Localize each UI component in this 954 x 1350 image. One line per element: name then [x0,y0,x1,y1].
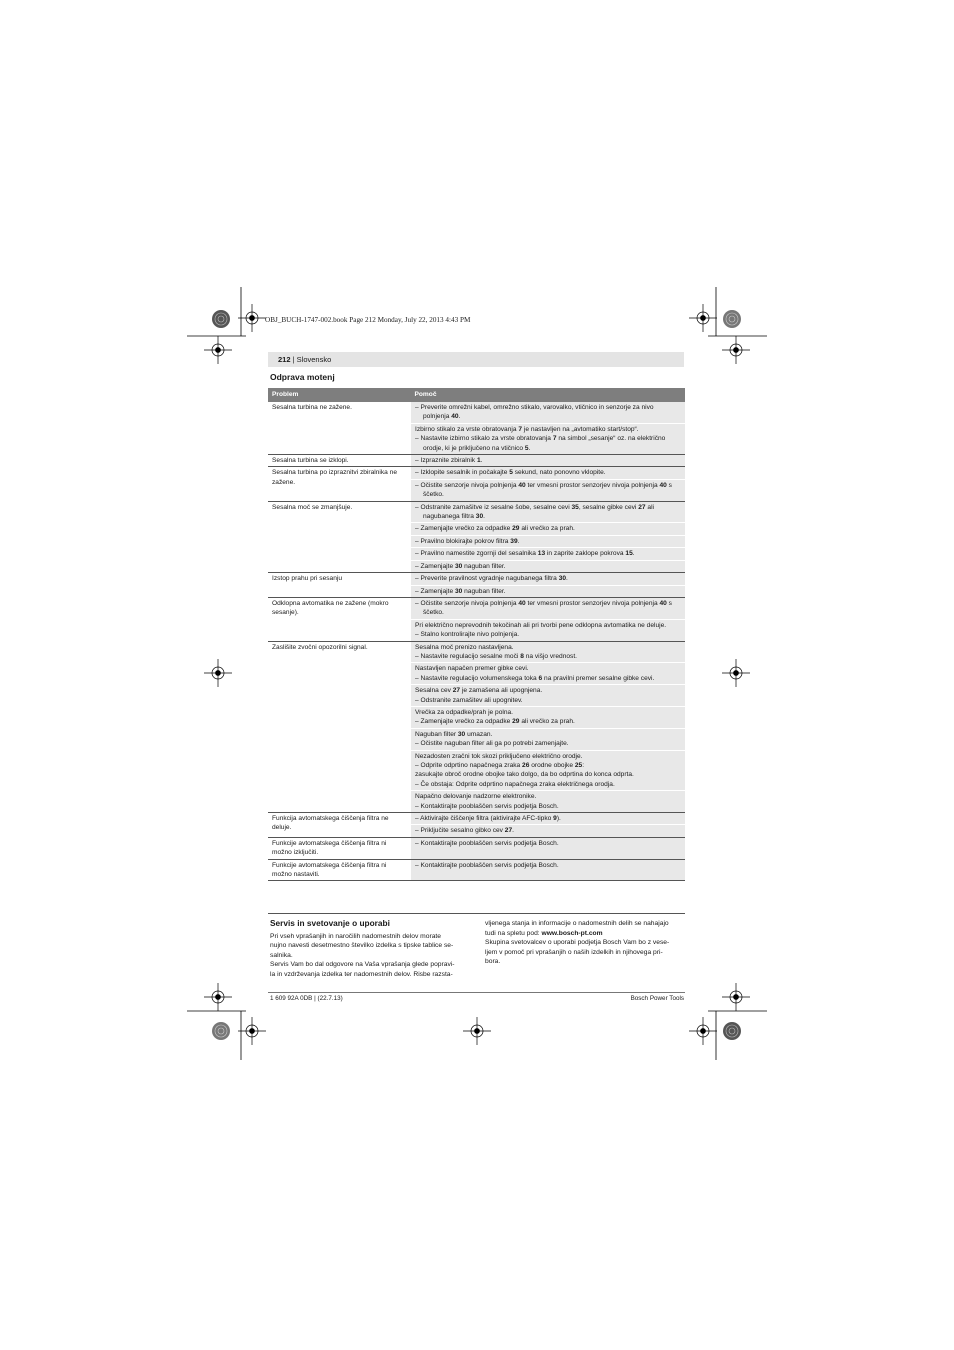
page-number: 212 [278,355,291,364]
help-cell [411,597,686,619]
column-header-problem: Problem [268,388,411,402]
help-line: Naguban filter 30 umazan. [415,730,493,738]
help-cell [411,455,686,467]
help-cell [411,402,686,423]
help-cell [411,685,686,707]
help-cell [411,467,686,479]
section-title: Odprava motenj [270,372,335,382]
problem-cell: Odklopna avtomatika ne zažene (mokro sesanje). [268,597,411,641]
page-header-bar [268,352,684,367]
service-right-column [485,919,685,967]
help-line: – Zamenjajte vrečko za odpadke 29 ali vrečko za prah. [415,525,575,533]
help-cell [411,837,686,859]
problem-cell: Sesalna turbina ne zažene. [268,402,411,455]
problem-cell: Zaslišite zvočni opozorilni signal. [268,641,411,813]
help-line: zasukajte obroč orodne obojke tako dolgo, da bo odprtina do konca odprta. [415,771,634,779]
help-line: – Očistite senzorje nivoja polnjenja 40 ter vmesni prostor senzorjev nivoja polnjenja 40 s ščetko. [415,599,672,617]
help-line: – Nastavite regulacijo sesalne moči 8 na višjo vrednost. [415,652,578,660]
help-line: – Zamenjajte 30 naguban filter. [415,562,506,570]
help-line: – Nastavite izbirno stikalo za vrste obratovanja 7 na simbol „sesanje“ oz. na električno orodje, ki je priključeno na vtičnico 5. [415,435,666,452]
help-cell [411,813,686,825]
help-line: – Če obstaja: Odprite odprtino napačnega zraka električnega orodja. [415,780,615,788]
help-cell [411,479,686,501]
help-line: Sesalna moč prenizo nastavljena. [415,643,514,651]
help-cell [411,585,686,597]
service-text-line: salnika. [270,951,293,959]
service-title: Servis in svetovanje o uporabi [270,918,390,928]
help-line: – Izpraznite zbiralnik 1. [415,457,483,465]
service-text-line: tudi na spletu pod: www.bosch-pt.com [485,929,603,937]
service-text-line: Servis Vam bo dal odgovore na Vaša vprašanja glede popravi- [270,961,455,969]
table-row [268,597,685,619]
help-line: Vrečka za odpadke/prah je polna. [415,708,513,716]
help-line: – Odstranite zamašitev ali upognitev. [415,696,523,704]
header-language: Slovensko [296,355,332,364]
footer-brand: Bosch Power Tools [630,995,684,1002]
help-line: – Aktivirajte čiščenje filtra (aktivirajte AFC-tipko 9). [415,815,561,823]
help-line: Pri električno neprevodnih tekočinah ali pri tvorbi pene odklopna avtomatika ne deluje. [415,621,667,629]
service-left-column [270,919,475,980]
help-cell [411,573,686,585]
help-line: – Preverite pravilnost vgradnje nagubanega filtra 30. [415,575,568,583]
help-cell [411,501,686,523]
help-line: – Odprite odprtino napačnega zraka 26 orodne obojke 25: [415,762,585,769]
help-line: – Kontaktirajte pooblaščen servis podjetja Bosch. [415,802,559,810]
problem-cell: Funkcije avtomatskega čiščenja filtra ni možno izključiti. [268,837,411,859]
help-line: Nezadosten zračni tok skozi priključeno električno orodje. [415,752,583,760]
table-row [268,402,685,423]
help-cell [411,791,686,813]
help-cell [411,728,686,750]
help-line: – Odstranite zamašitve iz sesalne šobe, sesalne cevi 35, sesalne gibke cevi 27 ali nagubanega filtra 30. [415,503,655,521]
help-line: Sesalna cev 27 je zamašena ali upognjena. [415,687,543,695]
help-cell [411,641,686,663]
help-cell [411,535,686,547]
help-cell [411,423,686,454]
help-line: – Izklopite sesalnik in počakajte 5 sekund, nato ponovno vklopite. [415,469,606,477]
troubleshooting-table [268,388,685,881]
help-line: – Pravilno namestite zgornji del sesalnika 13 in zaprite zaklope pokrova 15. [415,550,635,558]
table-body [268,402,685,881]
help-cell [411,560,686,572]
help-cell [411,825,686,837]
table-header-row [268,388,685,402]
help-line: – Očistite senzorje nivoja polnjenja 40 ter vmesni prostor senzorjev nivoja polnjenja 40 s ščetko. [415,481,672,499]
help-line: – Preverite omrežni kabel, omrežno stikalo, varovalko, vtičnico in senzorje za nivo polnjenja 40. [415,404,654,421]
problem-cell: Funkcija avtomatskega čiščenja filtra ne deluje. [268,813,411,838]
help-cell [411,619,686,641]
column-header-help: Pomoč [411,388,686,402]
service-text-line: bora. [485,958,501,966]
service-text-line: la in vzdrževanja izdelka ter nadomestnih delov. Risbe razsta- [270,970,453,978]
help-cell [411,706,686,728]
service-text-line: Skupina svetovalcev o uporabi podjetja Bosch Vam bo z vese- [485,939,670,947]
help-cell [411,523,686,535]
problem-cell: Sesalna turbina se izklopi. [268,455,411,467]
help-cell [411,663,686,685]
help-line: – Kontaktirajte pooblaščen servis podjetja Bosch. [415,839,559,847]
service-left-text [270,932,475,980]
help-cell [411,548,686,560]
help-line: – Priključite sesalno gibko cev 27. [415,827,514,835]
table-row [268,501,685,523]
service-text-line: ljem v pomoč pri vprašanjih o naših izdelkih in njihovega pri- [485,948,663,956]
table-row [268,813,685,825]
service-text-line: Pri vseh vprašanjih in naročilih nadomestnih delov morate [270,932,441,940]
footer-doc-number: 1 609 92A 0DB | (22.7.13) [270,995,343,1002]
table-row [268,859,685,881]
help-line: – Kontaktirajte pooblaščen servis podjetja Bosch. [415,861,559,869]
help-cell [411,859,686,881]
help-line: – Očistite naguban filter ali ga po potrebi zamenjajte. [415,740,569,748]
table-row [268,837,685,859]
problem-cell: Sesalna moč se zmanjšuje. [268,501,411,572]
table-bottom-rule [268,913,685,914]
problem-cell: Sesalna turbina po izpraznitvi zbiralnika ne zažene. [268,467,411,501]
header-separator: | [292,355,295,364]
table-row [268,467,685,479]
help-line: – Pravilno blokirajte pokrov filtra 39. [415,537,520,545]
table-row [268,455,685,467]
help-line: – Zamenjajte 30 naguban filter. [415,587,506,595]
table-row [268,641,685,663]
help-line: – Stalno kontrolirajte nivo polnjenja. [415,631,520,639]
service-text-line: vljenega stanja in informacije o nadomestnih delih se nahajajo [485,920,669,927]
print-info-line: OBJ_BUCH-1747-002.book Page 212 Monday, July 22, 2013 4:43 PM [265,316,471,324]
help-line: Nastavljen napačen premer gibke cevi. [415,665,529,673]
help-line: Napačno delovanje nadzorne elektronike. [415,793,537,801]
problem-cell: Izstop prahu pri sesanju [268,573,411,598]
footer-rule [268,992,685,993]
help-line: – Nastavite regulacijo volumenskega toka 6 na pravilni premer sesalne gibke cevi. [415,674,655,682]
help-line: – Zamenjajte vrečko za odpadke 29 ali vrečko za prah. [415,718,575,726]
help-cell [411,750,686,791]
page-header [278,355,331,364]
service-text-line: nujno navesti desetmestno številko izdelka s tipske tablice se- [270,942,454,950]
table-row [268,573,685,585]
problem-cell: Funkcije avtomatskega čiščenja filtra ni možno nastaviti. [268,859,411,881]
service-right-text [485,919,685,967]
help-line: Izbirno stikalo za vrste obratovanja 7 je nastavljen na „avtomatiko start/stop“. [415,425,639,433]
